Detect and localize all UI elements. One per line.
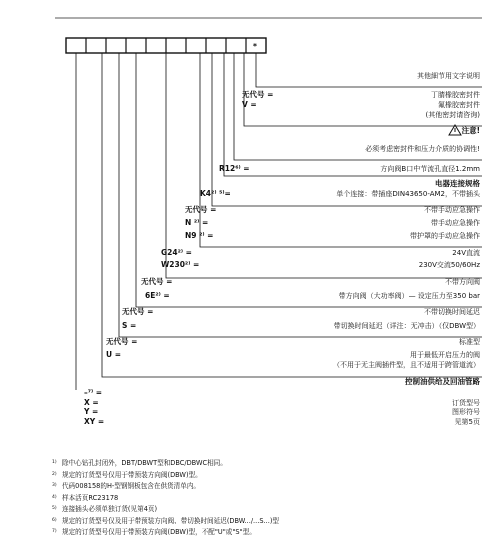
row-y-description: 图形符号 (452, 408, 480, 416)
row-n-code: N ²⁾ = (185, 218, 209, 227)
footnote-7 (52, 528, 256, 536)
footnote-mark: 5) (52, 506, 57, 511)
row-y-code: Y = (84, 407, 99, 416)
row-no-emergency-description: 不带手动应急操作 (424, 206, 480, 214)
footnote-text: 规定的订货型号仅及用于带预装方向阀、带切换时间延迟(DBW.../...S...)型 (62, 516, 279, 525)
row-blank-description: 丁腈橡胶密封件 (431, 91, 480, 99)
rows-layer (83, 71, 481, 426)
row-v-note-description: (其他密封请咨询) (425, 111, 480, 119)
footnote-mark: 6) (52, 517, 57, 523)
row-k4-code: K4²⁾ ⁵⁾= (200, 189, 231, 198)
row-s-code: S = (122, 321, 137, 330)
row-6e-description: 带方向阀（大功率阀）— 设定压力至350 bar (338, 292, 480, 300)
row-u-description: 用于最低开启压力的阀 (410, 351, 480, 359)
footnote-5 (52, 505, 157, 513)
row-other-details-description: 其他細节用文字说明 (417, 72, 480, 80)
row-s-description: 带切换时间延迟（详注：无冲击）（仅DBW型） (333, 322, 480, 330)
row-dash-code: –⁷⁾ = (84, 388, 103, 397)
row-v-description: 氟橡胶密封件 (438, 101, 480, 109)
row-r12-description: 方向阀B口中节流孔直径1.2mm (380, 165, 480, 173)
row-no-emergency-code: 无代号 = (185, 205, 217, 214)
row-control-oil-description: 控制油供给及回油管路 (405, 377, 480, 386)
footnote-mark: 1) (52, 460, 57, 465)
footnote-text: 规定的订货型号仅用于带预装方向阀(DBW)型，不配"U"或"S"型。 (62, 528, 256, 536)
row-u-note-description: （不用于无主阀插件型，且不适用于跨管道流） (333, 361, 480, 369)
row-caution-description: 注意! (461, 126, 480, 135)
footnote-text: 规定的订货型号仅用于带预装方向阀(DBW)型。 (62, 470, 202, 479)
footnote-text: 连接插头必须单独订货(见第4页) (62, 505, 158, 513)
footnote-mark: 2) (52, 471, 57, 477)
row-x-code: X = (84, 398, 99, 407)
footnote-mark: 7) (52, 529, 57, 534)
footnote-mark: 3) (52, 483, 57, 488)
footnote-2 (52, 471, 202, 479)
row-no-switch-description: 不带切换时间延迟 (424, 308, 480, 316)
row-x-description: 订货型号 (452, 399, 480, 407)
row-u-code: U = (106, 350, 121, 359)
row-xy-description: 见第5页 (454, 418, 480, 426)
row-r12-code: R12⁶⁾ = (219, 164, 250, 173)
row-n9-description: 带护罩的手动应急操作 (410, 232, 480, 240)
footnote-3 (52, 482, 200, 490)
code-box (66, 38, 266, 53)
footnote-mark: 4) (52, 494, 57, 500)
row-g24-description: 24V直流 (452, 249, 480, 257)
footnote-4 (52, 494, 118, 502)
row-caution-note-description: 必须考虑密封件和压力介质的协调性! (365, 145, 480, 153)
row-electrical-description: 电器连接规格 (435, 179, 480, 188)
code-box-star: * (253, 42, 257, 51)
footnote-text: 代码008158的H-型钢钢板包含在供货清单内。 (62, 482, 201, 490)
row-6e-code: 6E²⁾ = (145, 291, 170, 300)
row-n9-code: N9 ²⁾ = (185, 231, 214, 240)
footnote-6 (52, 517, 279, 525)
row-no-standard-description: 标准型 (459, 338, 480, 346)
row-k4-description: 单个连接：带插座DIN43650-AM2，不带插头 (336, 190, 480, 198)
row-n-description: 带手动应急操作 (431, 219, 480, 227)
row-blank-code: 无代号 = (242, 90, 274, 99)
row-xy-code: XY = (84, 417, 105, 426)
row-w230-code: W230²⁾ = (161, 260, 200, 269)
row-no-switch-code: 无代号 = (122, 307, 154, 316)
footnote-1 (52, 459, 227, 467)
row-no-dirvalve-code: 无代号 = (141, 277, 173, 286)
row-v-code: V = (242, 100, 257, 109)
warning-triangle-icon (449, 125, 461, 135)
row-w230-description: 230V交流50/60Hz (418, 261, 480, 269)
row-no-dirvalve-description: 不带方向阀 (445, 278, 480, 286)
footnote-text: 除中心钻孔封闭外，DBT/DBWT型和DBC/DBWC相同。 (62, 459, 227, 467)
row-no-standard-code: 无代号 = (106, 337, 138, 346)
footnote-text: 样本活页RC23178 (62, 493, 119, 502)
row-g24-code: G24²⁾ = (161, 248, 192, 257)
